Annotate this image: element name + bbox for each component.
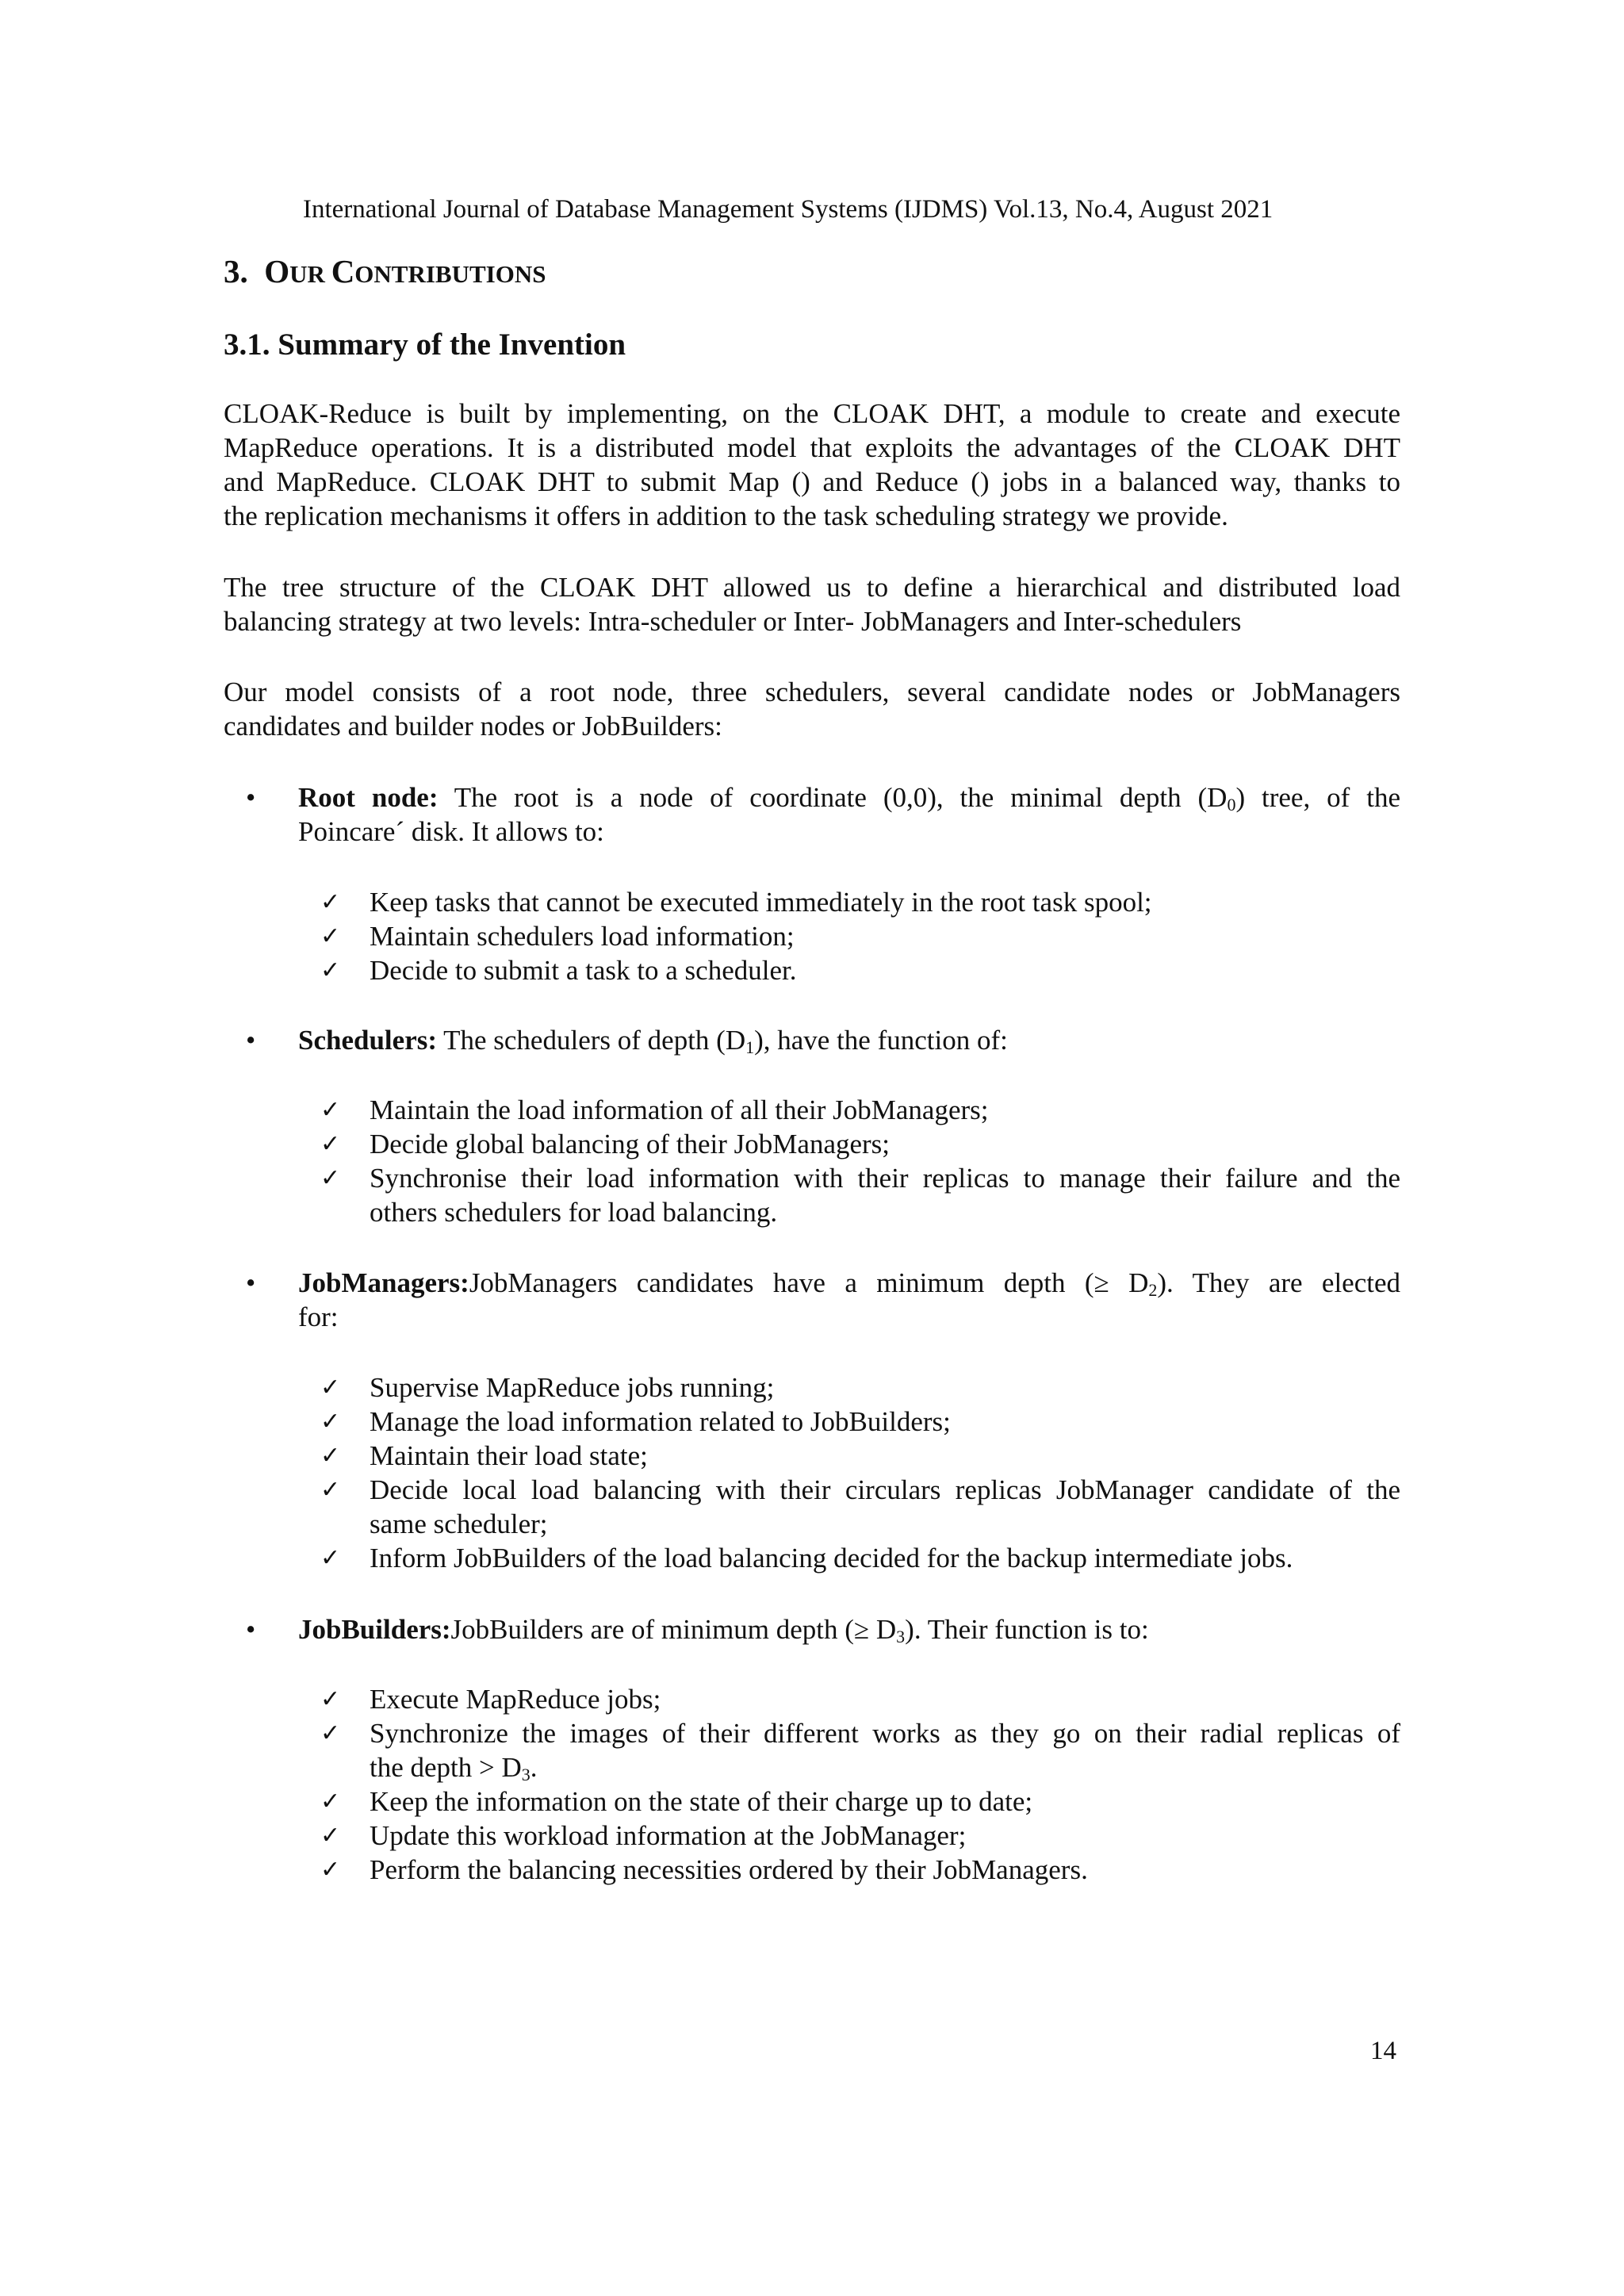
check-icon: ✓: [320, 1374, 341, 1401]
list-item: ✓ Decide global balancing of their JobManagers;: [320, 1129, 891, 1159]
list-item: ✓ Manage the load information related to JobBuilders;: [320, 1406, 951, 1437]
term-root-node: Root node:: [298, 782, 439, 813]
check-icon: ✓: [320, 1476, 341, 1504]
list-item: ✓ Maintain the load information of all their JobManagers;: [320, 1094, 989, 1125]
check-icon: ✓: [320, 956, 341, 984]
subsection-heading: 3.1. Summary of the Invention: [224, 328, 626, 362]
list-item: ✓ Maintain schedulers load information;: [320, 921, 795, 952]
section-heading: 3. OUR CONTRIBUTIONS: [224, 253, 546, 289]
list-item: ✓ Decide to submit a task to a scheduler.: [320, 955, 797, 986]
section-number: 3.: [224, 253, 248, 289]
paragraph-2: The tree structure of the CLOAK DHT allowed us to define a hierarchical and distributed load balancing strategy at two levels: Intra-scheduler or Inter- JobManagers and Inter-schedulers: [224, 572, 1400, 637]
term-jobmanagers: JobManagers:: [298, 1267, 469, 1298]
root-node-list: [317, 885, 1400, 987]
schedulers-list: [317, 1093, 1400, 1229]
list-item: ✓ Execute MapReduce jobs;: [320, 1684, 661, 1715]
list-item: ✓ Update this workload information at the JobManager;: [320, 1820, 967, 1851]
jobbuilders-list: [317, 1682, 1400, 1887]
check-icon: ✓: [320, 922, 341, 950]
check-icon: ✓: [320, 1856, 341, 1884]
bullet-dot: •: [246, 782, 256, 813]
check-icon: ✓: [320, 888, 341, 916]
list-item: ✓ Synchronize the images of their different works as they go on their radial replicas of the depth > $D_3$.: [320, 1718, 1400, 1784]
check-icon: ✓: [320, 1719, 341, 1747]
bullet-dot: •: [246, 1267, 256, 1298]
list-item: ✓ Keep the information on the state of their charge up to date;: [320, 1786, 1033, 1817]
page: International Journal of Database Management Systems (IJDMS) Vol.13, No.4, August 2021 3. OUR CONTRIBUTIONS 3.1. Summary of the Invention CLOAK-Reduce is built by implementing, on the CLOAK DHT, a module to create and execute MapReduce operations. It is a distributed model that exploits the advantages of the CLOAK DHT and MapReduce. CLOAK DHT to submit Map () and Reduce () jobs in a balanced way, thanks to the replication mechanisms it offers in addition to the task scheduling strategy we provide. The tree structure of the CLOAK DHT allowed us to define a hierarchical and distributed load balancing strategy at two levels: Intra-scheduler or Inter- JobManagers and Inter-schedulers Our model consists of a root node, three schedulers, several candidate nodes or JobManagers candidates and builder nodes or JobBuilders: • Root node: The root is a node of coordinate (0,0), the minimal depth $(D_0)$ tree, of the Poincare´ disk. It allows to: ✓ Keep tasks that cannot be executed immediately in the root task spool; ✓ Maintain schedulers load information; ✓ Decide to submit a task to a scheduler. • Schedulers: The schedulers of depth $(D_1)$, have the function of: ✓ Maintain the load information of all their JobManagers; ✓ Decide global balancing of their JobManagers; ✓ Synchronise their load information with their replicas to manage their failure and the others schedulers for load balancing. • JobManagers:JobManagers candidates have a minimum depth (≥ $D_2$). They are elected for: ✓ Supervise MapReduce jobs running; ✓ Manage the load information related to JobBuilders; ✓ Maintain their load state; ✓ Decide local load balancing with their circulars replicas JobManager candidate of the same scheduler; ✓ Inform JobBuilders of the load balancing decided for the backup intermediate jobs. • JobBuilders:JobBuilders are of minimum depth (≥ $D_3$). Their function is to: ✓ Execute MapReduce jobs; ✓ Synchronize the images of their different works as they go on their radial replicas of the depth > $D_3$. ✓ Keep the information on the state of their charge up to date; ✓ Update this workload information at the JobManager; ✓ Perform the balancing necessities ordered by their JobManagers. 14: [224, 195, 1401, 2065]
term-jobbuilders: JobBuilders:: [298, 1614, 451, 1645]
list-item: ✓ Keep tasks that cannot be executed immediately in the root task spool;: [320, 887, 1152, 918]
check-icon: ✓: [320, 1788, 341, 1815]
list-item: ✓ Supervise MapReduce jobs running;: [320, 1372, 775, 1403]
list-item: ✓ Decide local load balancing with their circulars replicas JobManager candidate of the same scheduler;: [320, 1474, 1400, 1539]
list-item: ✓ Inform JobBuilders of the load balancing decided for the backup intermediate jobs.: [320, 1543, 1293, 1573]
bullet-dot: •: [246, 1025, 256, 1056]
page-number: 14: [1370, 2037, 1396, 2065]
check-icon: ✓: [320, 1442, 341, 1470]
running-header: International Journal of Database Management Systems (IJDMS) Vol.13, No.4, August 2021: [303, 195, 1274, 224]
check-icon: ✓: [320, 1408, 341, 1435]
bullet-dot: •: [246, 1614, 256, 1645]
list-item: ✓ Perform the balancing necessities ordered by their JobManagers.: [320, 1854, 1088, 1885]
paragraph-1: CLOAK-Reduce is built by implementing, on the CLOAK DHT, a module to create and execute MapReduce operations. It is a distributed model that exploits the advantages of the CLOAK DHT and MapReduce. CLOAK DHT to submit Map () and Reduce () jobs in a balanced way, thanks to the replication mechanisms it offers in addition to the task scheduling strategy we provide.: [224, 398, 1400, 531]
check-icon: ✓: [320, 1822, 341, 1849]
paragraph-3: Our model consists of a root node, three schedulers, several candidate nodes or JobManagers candidates and builder nodes or JobBuilders:: [224, 677, 1400, 742]
jobmanagers-list: [317, 1370, 1400, 1575]
check-icon: ✓: [320, 1685, 341, 1713]
check-icon: ✓: [320, 1130, 341, 1158]
list-item: ✓ Synchronise their load information with their replicas to manage their failure and the others schedulers for load balancing.: [320, 1163, 1400, 1228]
list-item: ✓ Maintain their load state;: [320, 1440, 648, 1471]
term-schedulers: Schedulers:: [298, 1025, 437, 1056]
check-icon: ✓: [320, 1096, 341, 1124]
check-icon: ✓: [320, 1164, 341, 1192]
check-icon: ✓: [320, 1544, 341, 1572]
